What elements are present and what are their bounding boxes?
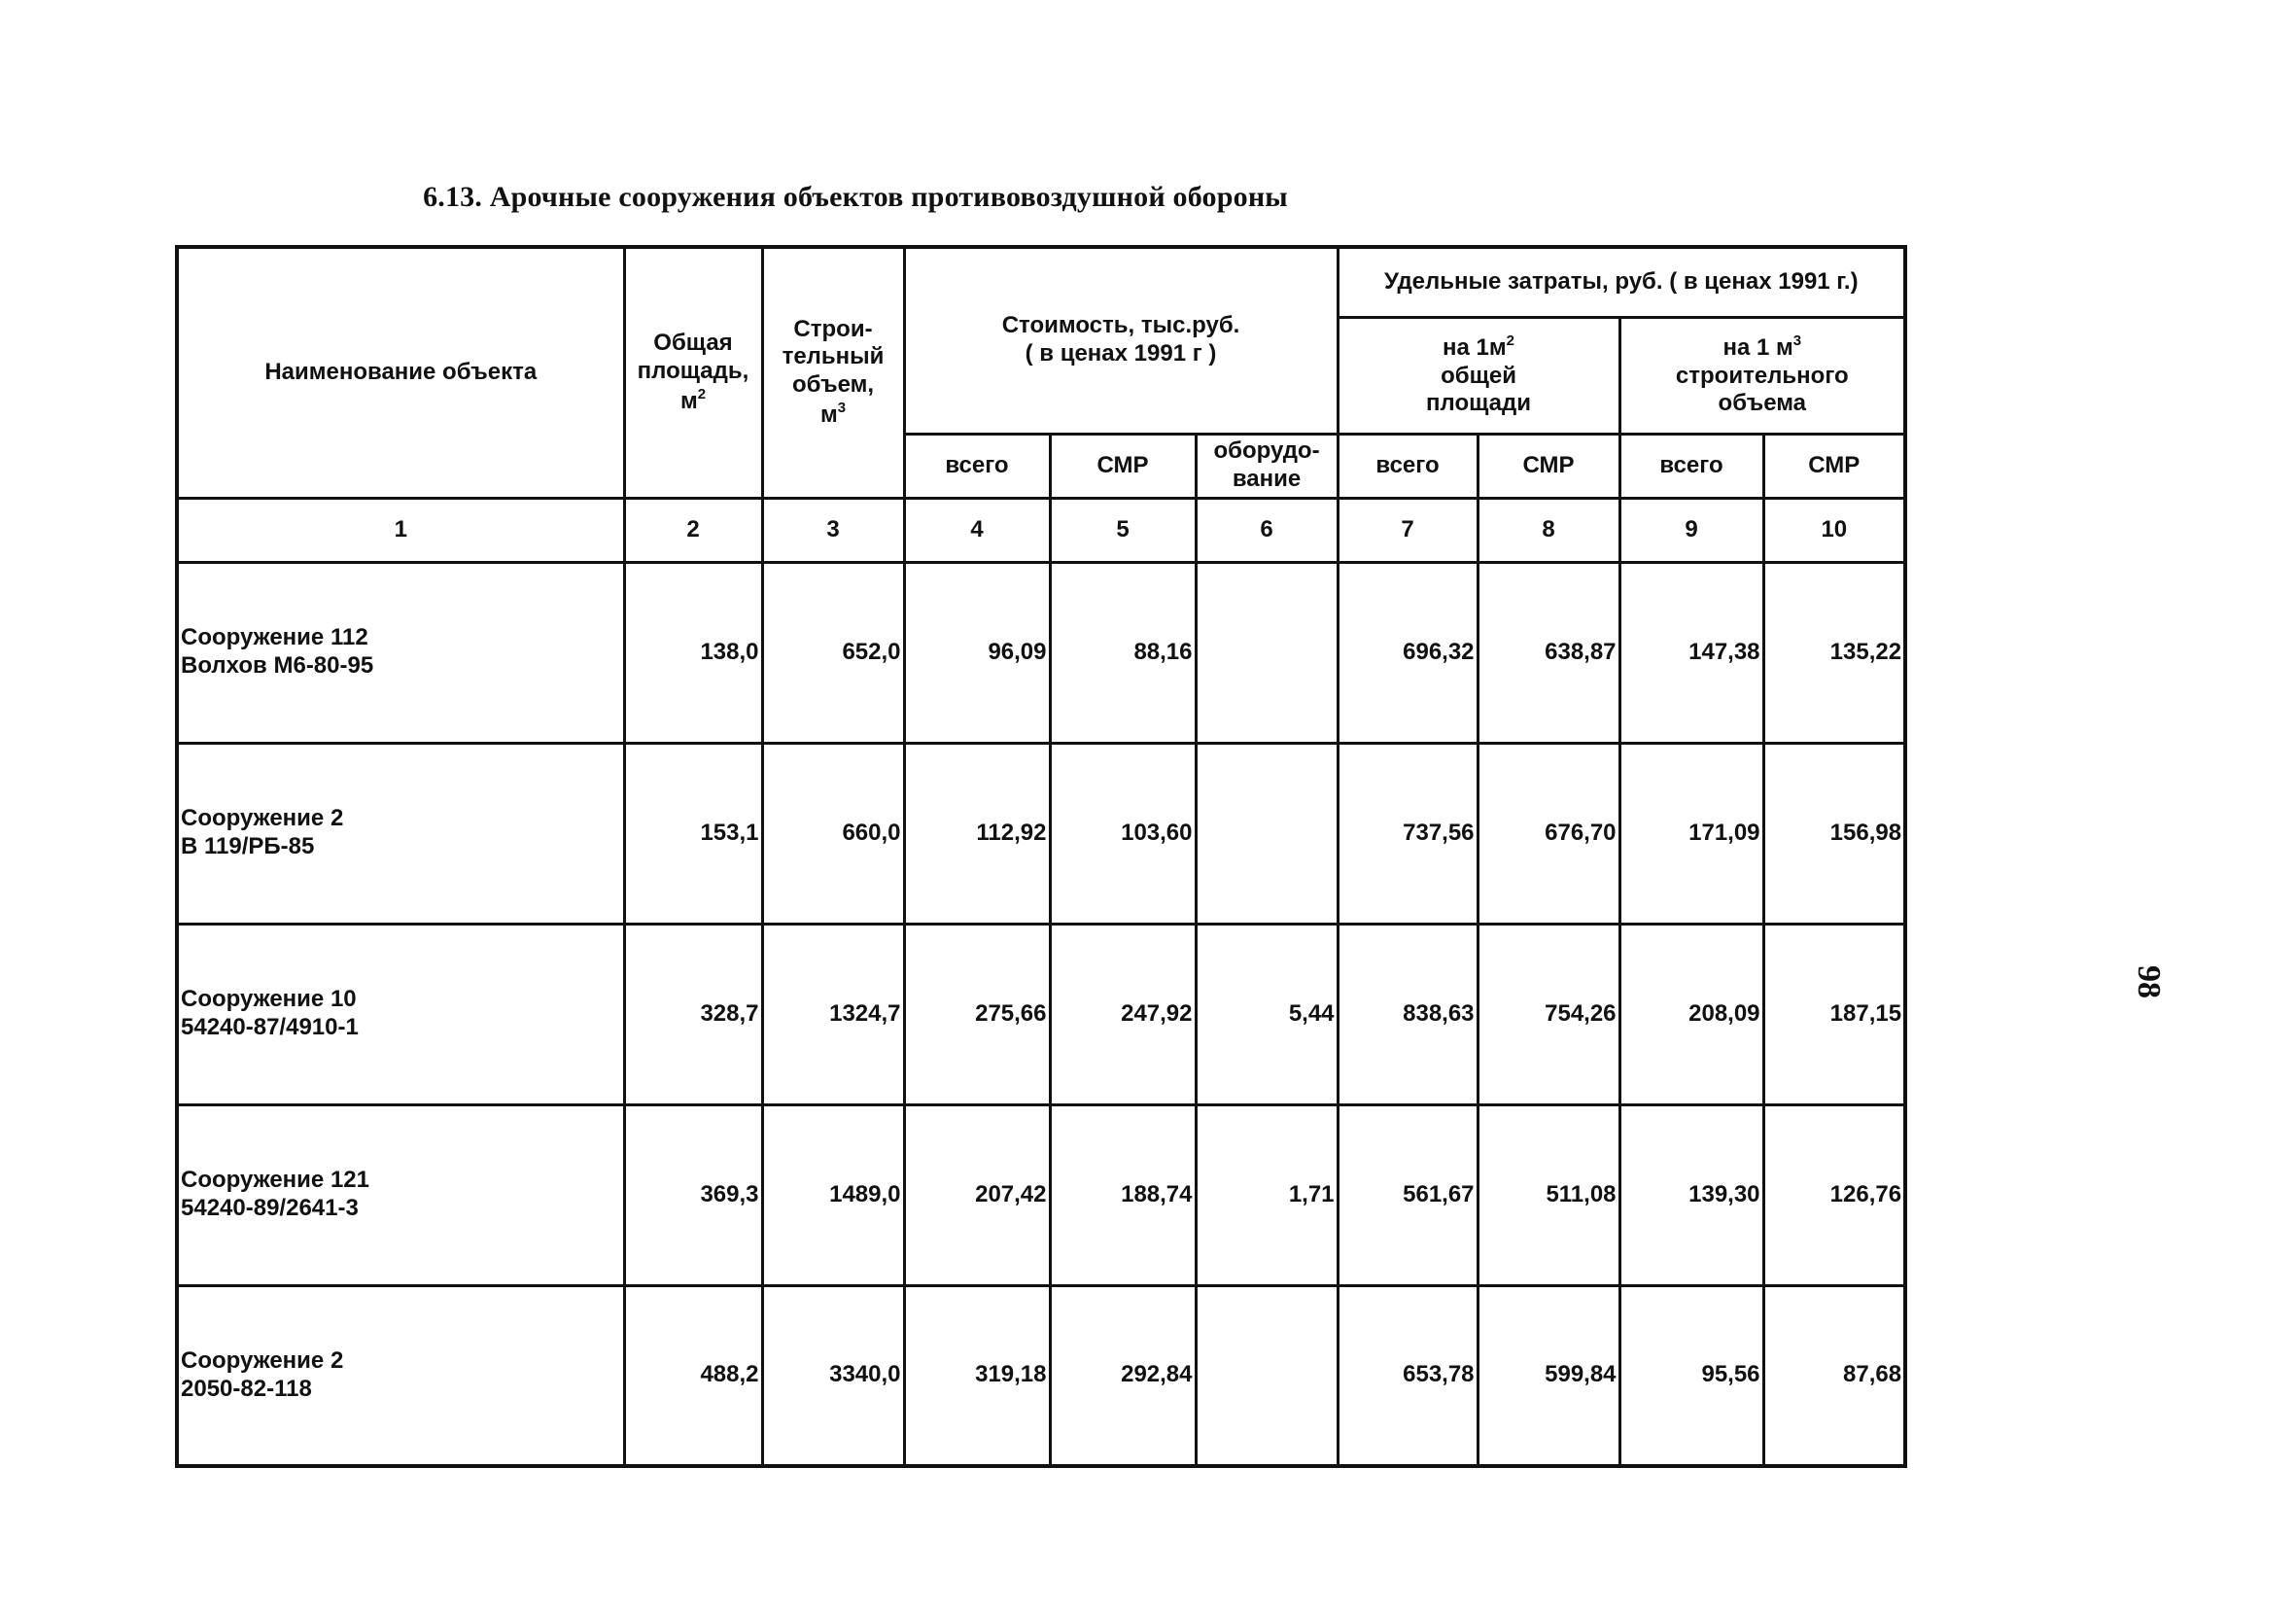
volume-cell: 660,0 — [762, 743, 904, 924]
column-number-row — [177, 498, 1905, 562]
column-number: 6 — [1196, 498, 1338, 562]
object-name: Сооружение 112 Волхов М6-80-95 — [177, 562, 624, 743]
m2-smr-cell: 676,70 — [1478, 743, 1619, 924]
column-number: 5 — [1050, 498, 1196, 562]
m2-smr-cell: 754,26 — [1478, 924, 1619, 1104]
m3-smr-cell: 156,98 — [1763, 743, 1905, 924]
volume-cell: 1489,0 — [762, 1104, 904, 1285]
table-body — [177, 562, 1905, 1466]
column-number: 1 — [177, 498, 624, 562]
object-name: Сооружение 121 54240-89/2641-3 — [177, 1104, 624, 1285]
m3-smr-cell: 135,22 — [1763, 562, 1905, 743]
column-number: 2 — [624, 498, 762, 562]
cost-total-cell: 275,66 — [904, 924, 1050, 1104]
header-m3-total: всего — [1619, 434, 1763, 498]
header-m3-smr: СМР — [1763, 434, 1905, 498]
volume-cell: 652,0 — [762, 562, 904, 743]
header-per-m3: на 1 $м^3$ строительного объема — [1619, 317, 1905, 434]
cost-smr-cell: 292,84 — [1050, 1285, 1196, 1466]
m2-total-cell: 696,32 — [1338, 562, 1478, 743]
column-number: 8 — [1478, 498, 1619, 562]
header-area: Общая площадь, $м^2$ — [624, 247, 762, 498]
m3-total-cell: 147,38 — [1619, 562, 1763, 743]
page-number: 98 — [2131, 965, 2167, 998]
column-number: 7 — [1338, 498, 1478, 562]
m3-smr-cell: 87,68 — [1763, 1285, 1905, 1466]
m2-total-cell: 561,67 — [1338, 1104, 1478, 1285]
structures-table — [175, 245, 1907, 1468]
m3-smr-cell: 126,76 — [1763, 1104, 1905, 1285]
m3-total-cell: 139,30 — [1619, 1104, 1763, 1285]
header-m2-total: всего — [1338, 434, 1478, 498]
cost-total-cell: 207,42 — [904, 1104, 1050, 1285]
header-per-m2: на $1м^2$ общей площади — [1338, 317, 1619, 434]
column-number: 4 — [904, 498, 1050, 562]
area-cell: 328,7 — [624, 924, 762, 1104]
object-name: Сооружение 2 В 119/РБ-85 — [177, 743, 624, 924]
column-number: 10 — [1763, 498, 1905, 562]
cost-equipment-cell — [1196, 743, 1338, 924]
area-cell: 488,2 — [624, 1285, 762, 1466]
m2-total-cell: 653,78 — [1338, 1285, 1478, 1466]
m3-smr-cell: 187,15 — [1763, 924, 1905, 1104]
cost-smr-cell: 103,60 — [1050, 743, 1196, 924]
table-row — [177, 743, 1905, 924]
m2-total-cell: 838,63 — [1338, 924, 1478, 1104]
cost-smr-cell: 88,16 — [1050, 562, 1196, 743]
cost-total-cell: 319,18 — [904, 1285, 1050, 1466]
cost-total-cell: 96,09 — [904, 562, 1050, 743]
column-number: 3 — [762, 498, 904, 562]
volume-cell: 1324,7 — [762, 924, 904, 1104]
m2-smr-cell: 638,87 — [1478, 562, 1619, 743]
table-row — [177, 1285, 1905, 1466]
m2-smr-cell: 511,08 — [1478, 1104, 1619, 1285]
header-name: Наименование объекта — [177, 247, 624, 498]
volume-cell: 3340,0 — [762, 1285, 904, 1466]
table-row — [177, 1104, 1905, 1285]
header-m2-smr: СМР — [1478, 434, 1619, 498]
object-name: Сооружение 2 2050-82-118 — [177, 1285, 624, 1466]
object-name: Сооружение 10 54240-87/4910-1 — [177, 924, 624, 1104]
cost-total-cell: 112,92 — [904, 743, 1050, 924]
page-title: 6.13. Арочные сооружения объектов противовоздушной обороны — [423, 181, 1288, 213]
m3-total-cell: 208,09 — [1619, 924, 1763, 1104]
column-number: 9 — [1619, 498, 1763, 562]
table-row — [177, 562, 1905, 743]
m2-smr-cell: 599,84 — [1478, 1285, 1619, 1466]
cost-equipment-cell — [1196, 562, 1338, 743]
area-cell: 138,0 — [624, 562, 762, 743]
header-volume: Строи- тельный объем, $м^3$ — [762, 247, 904, 498]
m3-total-cell: 171,09 — [1619, 743, 1763, 924]
m2-total-cell: 737,56 — [1338, 743, 1478, 924]
m3-total-cell: 95,56 — [1619, 1285, 1763, 1466]
cost-equipment-cell — [1196, 1285, 1338, 1466]
header-cost-equipment: оборудо- вание — [1196, 434, 1338, 498]
cost-smr-cell: 247,92 — [1050, 924, 1196, 1104]
table-row — [177, 924, 1905, 1104]
cost-smr-cell: 188,74 — [1050, 1104, 1196, 1285]
header-cost-total: всего — [904, 434, 1050, 498]
header-cost: Стоимость, тыс.руб. ( в ценах 1991 г ) — [904, 247, 1338, 434]
area-cell: 369,3 — [624, 1104, 762, 1285]
header-cost-smr: СМР — [1050, 434, 1196, 498]
cost-equipment-cell: 1,71 — [1196, 1104, 1338, 1285]
area-cell: 153,1 — [624, 743, 762, 924]
header-specific-costs: Удельные затраты, руб. ( в ценах 1991 г.) — [1338, 247, 1905, 317]
table-header — [177, 247, 1905, 562]
cost-equipment-cell: 5,44 — [1196, 924, 1338, 1104]
